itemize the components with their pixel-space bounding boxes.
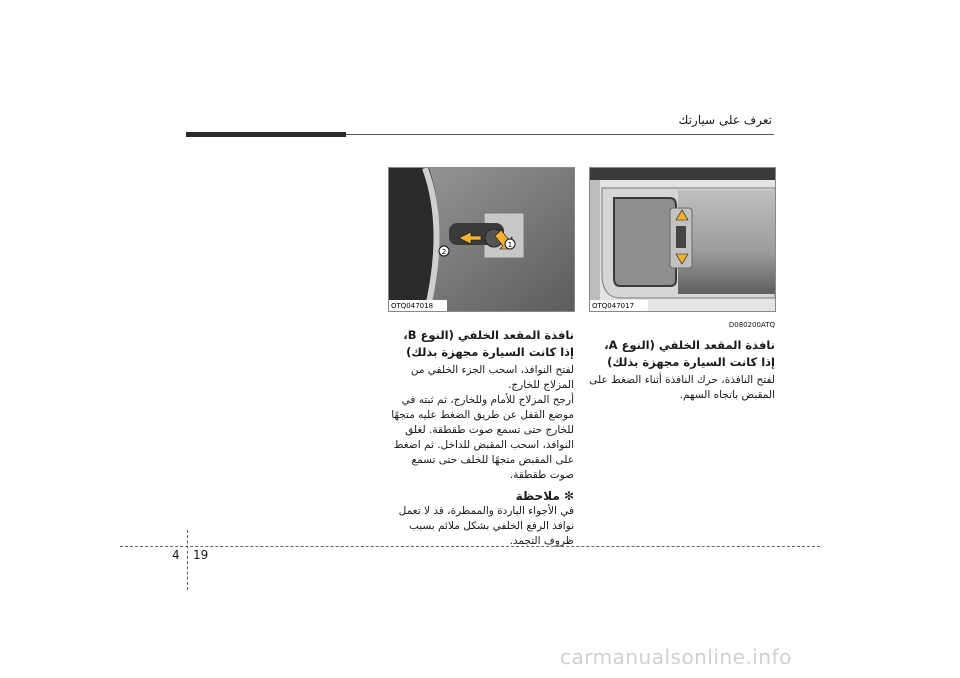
body-type-a: لفتح النافذة، حرك النافذة أثناء الضغط على المقبض باتجاه السهم.	[589, 374, 775, 401]
header-bar	[186, 132, 346, 137]
section-title: تعرف على سيارتك	[678, 113, 772, 127]
section-heading-type-a: نافذة المقعد الخلفي (النوع A، إذا كانت السيارة مجهزة بذلك)	[604, 338, 775, 369]
page-number: 19	[193, 548, 209, 562]
right-column	[589, 318, 775, 403]
note-symbol: ✻	[563, 489, 574, 503]
note-title: ملاحظة	[515, 489, 560, 503]
figure-window-type-a	[589, 167, 776, 312]
body-type-b-2: أرجح المزلاج للأمام وللخارج، ثم ثبته في موضع القفل عن طريق الضغط عليه متجهًا للخارج حتى تسمع صوت طقطقة. لغلق النوافذ، اسحب المقبض للداخل. ثم اضغط على المقبض متجهًا للخلف حتى تسمع صوت طقطقة.	[391, 394, 574, 481]
ref-code: D080200ATQ	[728, 321, 775, 329]
footer-vertical-rule	[187, 530, 188, 590]
watermark: carmanualsonline.info	[560, 645, 792, 669]
figure-code-left: OTQ047018	[391, 302, 434, 310]
section-heading-type-b: نافذة المقعد الخلفي (النوع B، إذا كانت السيارة مجهزة بذلك)	[403, 328, 574, 359]
note-body: في الأجواء الباردة والممطرة، قد لا تعمل نوافذ الرفع الخلفي بشكل ملائم بسبب ظروف التجمد.	[398, 505, 574, 547]
footer-rule	[120, 546, 820, 547]
callout-1: 1	[507, 241, 513, 249]
body-type-b-1: لفتح النوافذ، اسحب الجزء الخلفي من المزلاج للخارج.	[410, 364, 574, 391]
page-chapter: 4	[172, 548, 180, 562]
callout-2: 2	[441, 248, 447, 256]
note-heading	[386, 489, 574, 504]
left-column	[386, 327, 574, 549]
figure-code-right: OTQ047017	[592, 302, 635, 310]
figure-latch-type-b	[388, 167, 575, 312]
